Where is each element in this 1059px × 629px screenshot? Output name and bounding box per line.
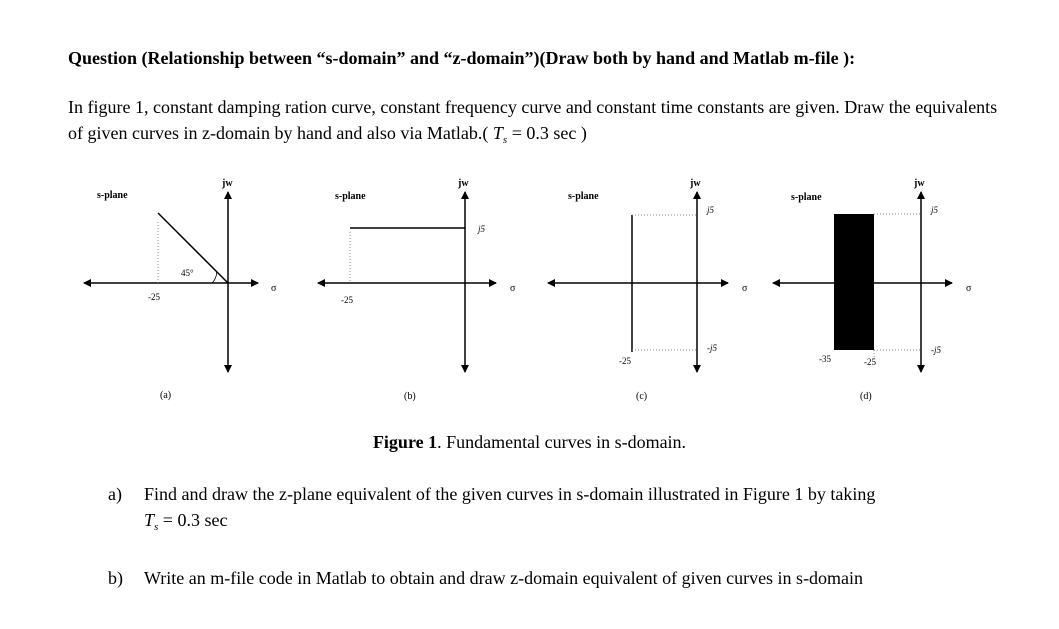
tick-imag-neg: -j5 [707,343,717,353]
panel-label: (c) [636,391,648,402]
angle-label: 45° [181,268,194,278]
jw-label: jw [222,178,233,189]
tick-imag-pos: j5 [931,205,939,215]
sampling-time-value: = 0.3 sec ) [507,123,587,143]
task-b [108,565,988,591]
task-label: b) [108,568,123,588]
intro-text: In figure 1, constant damping ration curve, constant frequency curve and constant time constants are given. Draw the equivalents of given curves in z-domain by hand and also via Matlab.( [68,97,998,143]
sampling-time-value: = 0.3 sec [158,510,228,530]
sigma-label: σ [510,283,516,294]
tick-neg-real-outer: -35 [819,354,831,364]
tick-neg-real: -25 [148,292,160,302]
shaded-region [834,214,874,350]
task-text: Find and draw the z-plane equivalent of the given curves in s-domain illustrated in Figure 1 by taking [144,484,876,504]
tick-imag-neg: -j5 [931,345,941,355]
jw-label: jw [914,178,925,189]
panel-d [773,178,972,402]
task-label: a) [108,484,122,504]
angle-arc [212,272,217,283]
sigma-label: σ [271,283,277,294]
s-plane-label: s-plane [568,191,599,202]
tick-imag-pos: j5 [478,224,486,234]
sampling-time-subscript: s [154,521,159,533]
s-plane-label: s-plane [791,192,822,203]
panel-a [84,178,277,401]
s-plane-label: s-plane [335,191,366,202]
panel-label: (a) [160,390,172,401]
sampling-time-subscript: s [502,134,508,146]
sigma-label: σ [742,283,748,294]
tick-imag-pos: j5 [707,205,715,215]
sigma-label: σ [966,283,972,294]
task-a [108,481,988,533]
tick-neg-real: -25 [341,295,353,305]
panel-c [548,178,748,402]
sampling-time-symbol: T [144,510,155,530]
panel-label: (d) [860,391,872,402]
s-plane-label: s-plane [97,190,128,201]
tick-neg-real: -25 [864,357,876,367]
question-title: Question (Relationship between “s-domain” and “z-domain”)(Draw both by hand and Matlab m-file ): [68,48,856,68]
figure-caption [0,432,1059,453]
panel-b [318,178,516,402]
panel-label: (b) [404,391,416,402]
caption-number: Figure 1 [372,432,438,452]
jw-label: jw [690,178,701,189]
sampling-time-symbol: T [492,123,503,143]
tick-neg-real: -25 [619,356,631,366]
task-text: Write an m-file code in Matlab to obtain and draw z-domain equivalent of given curves in s-domain [144,568,864,588]
jw-label: jw [458,178,469,189]
caption-text: . Fundamental curves in s-domain. [437,432,687,452]
